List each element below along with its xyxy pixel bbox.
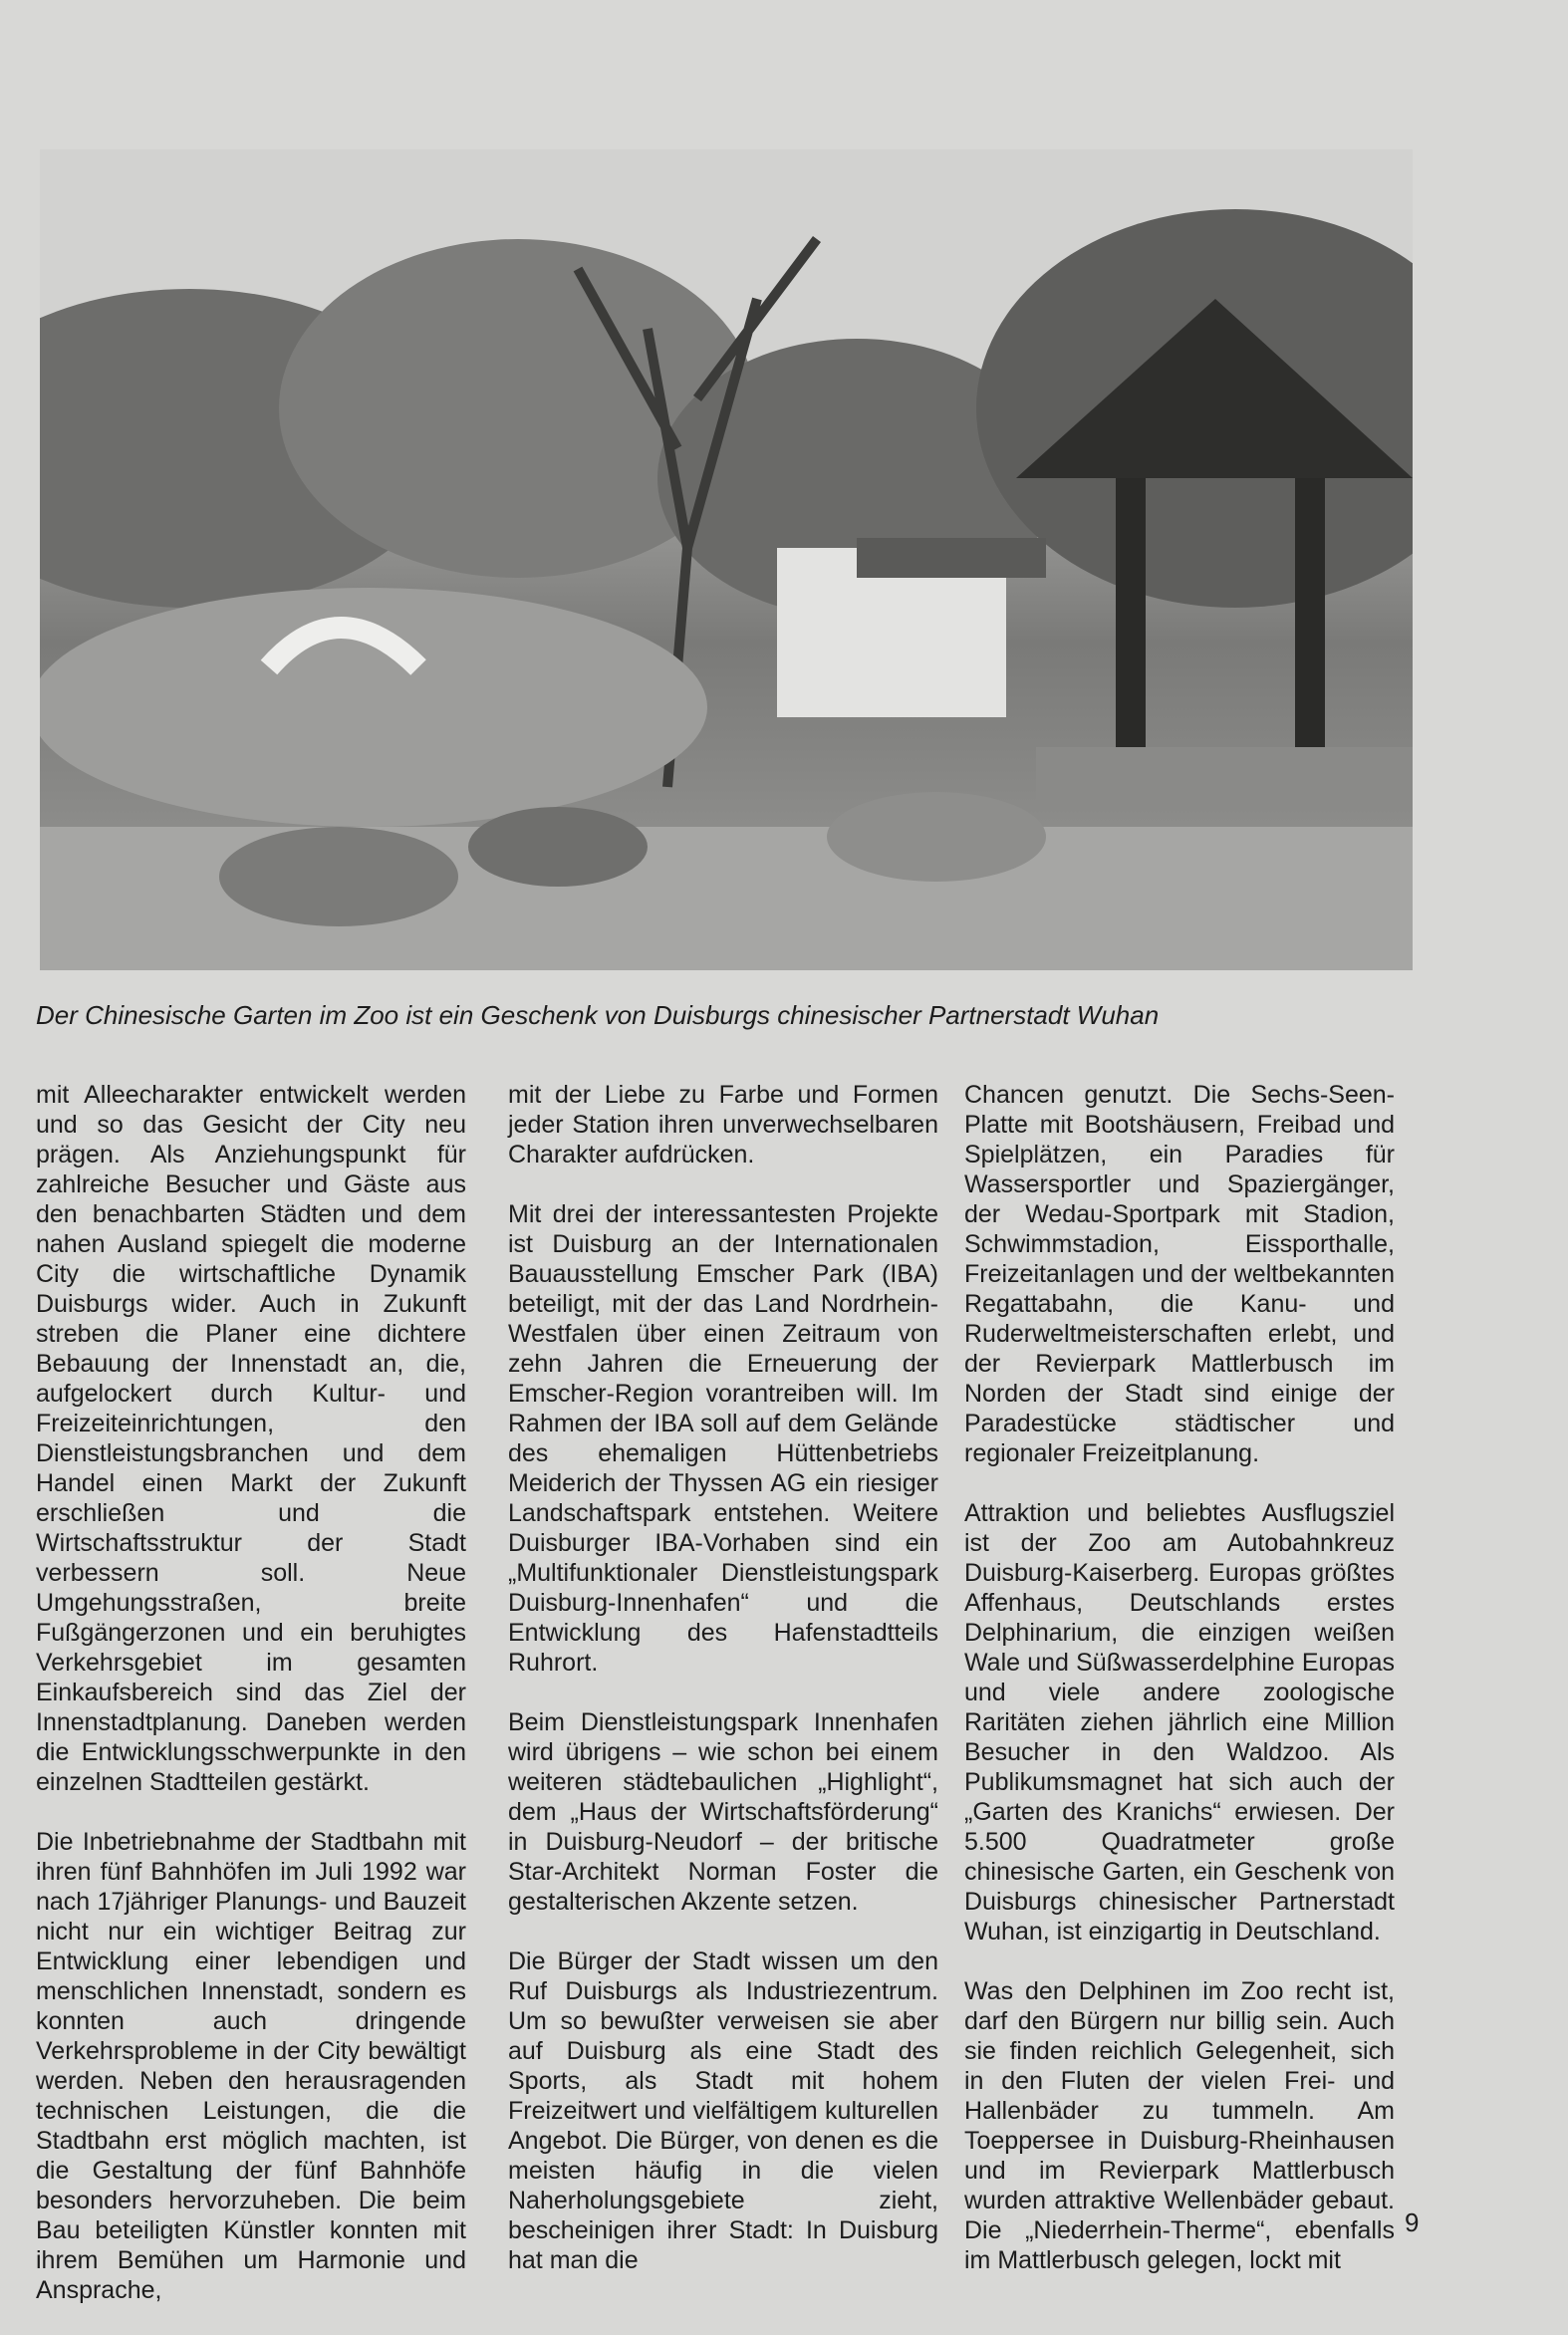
text-column-2	[508, 1080, 938, 2305]
paragraph: Attraktion und beliebtes Ausflugsziel ist der Zoo am Autobahnkreuz Duisburg-Kaiserberg. Europas größtes Affenhaus, Deutschlands erstes Delphinarium, die einzigen weißen Wale und Süßwasserdelphine Europas und viele andere zoologische Raritäten ziehen jährlich eine Million Besucher in den Waldzoo. Als Publikumsmagnet hat sich auch der „Garten des Kranichs“ erwiesen. Der 5.500 Quadratmeter große chinesische Garten, ein Geschenk von Duisburgs chinesischer Partnerstadt Wuhan, ist einzigartig in Deutschland.	[964, 1499, 1395, 1946]
paragraph: Chancen genutzt. Die Sechs-Seen-Platte mit Bootshäusern, Freibad und Spielplätzen, ein Paradies für Wassersportler und Spaziergänger, der Wedau-Sportpark mit Stadion, Schwimmstadion, Eissporthalle, Freizeitanlagen und der weltbekannten Regattabahn, die Kanu- und Ruderweltmeisterschaften erlebt, und der Revierpark Mattlerbusch im Norden der Stadt sind einige der Paradestücke städtischer und regionaler Freizeitplanung.	[964, 1081, 1395, 1467]
photo-caption: Der Chinesische Garten im Zoo ist ein Geschenk von Duisburgs chinesischer Partnerstadt Wuhan	[36, 1000, 1160, 1030]
text-column-1	[36, 1080, 466, 2335]
photo-illustration	[40, 149, 1413, 970]
paragraph: Die Inbetriebnahme der Stadtbahn mit ihren fünf Bahnhöfen im Juli 1992 war nach 17jähriger Planungs- und Bauzeit nicht nur ein wichtiger Beitrag zur Entwicklung einer lebendigen und menschlichen Innenstadt, sondern es konnten auch dringende Verkehrsprobleme in der City bewältigt werden. Neben den herausragenden technischen Leistungen, die die Stadtbahn erst möglich machten, ist die Gestaltung der fünf Bahnhöfe besonders hervorzuheben. Die beim Bau beteiligten Künstler konnten mit ihrem Bemühen um Harmonie und Ansprache,	[36, 1828, 466, 2304]
text-column-3	[964, 1080, 1395, 2305]
chinese-garden-photo	[40, 149, 1413, 970]
paragraph: Beim Dienstleistungspark Innenhafen wird übrigens – wie schon bei einem weiteren städtebaulichen „Highlight“, dem „Haus der Wirtschaftsförderung“ in Duisburg-Neudorf – der britische Star-Architekt Norman Foster die gestalterischen Akzente setzen.	[508, 1708, 938, 1916]
page-number: 9	[1405, 2207, 1420, 2237]
paragraph: Mit drei der interessantesten Projekte ist Duisburg an der Internationalen Bauausstellung Emscher Park (IBA) beteiligt, mit der das Land Nordrhein-Westfalen über einen Zeitraum von zehn Jahren die Erneuerung der Emscher-Region vorantreiben will. Im Rahmen der IBA soll auf dem Gelände des ehemaligen Hüttenbetriebs Meiderich der Thyssen AG ein riesiger Landschaftspark entstehen. Weitere Duisburger IBA-Vorhaben sind ein „Multifunktionaler Dienstleistungspark Duisburg-Innenhafen“ und die Entwicklung des Hafenstadtteils Ruhrort.	[508, 1200, 938, 1677]
paragraph: mit Alleecharakter entwickelt werden und so das Gesicht der City neu prägen. Als Anziehungspunkt für zahlreiche Besucher und Gäste aus den benachbarten Städten und dem nahen Ausland spiegelt die moderne City die wirtschaftliche Dynamik Duisburgs wider. Auch in Zukunft streben die Planer eine dichtere Bebauung der Innenstadt an, die, aufgelockert durch Kultur- und Freizeiteinrichtungen, den Dienstleistungsbranchen und dem Handel einen Markt der Zukunft erschließen und die Wirtschaftsstruktur der Stadt verbessern soll. Neue Umgehungsstraßen, breite Fußgängerzonen und ein beruhigtes Verkehrsgebiet im gesamten Einkaufsbereich sind das Ziel der Innenstadtplanung. Daneben werden die Entwicklungsschwerpunkte in den einzelnen Stadtteilen gestärkt.	[36, 1081, 466, 1796]
paragraph: Die Bürger der Stadt wissen um den Ruf Duisburgs als Industriezentrum. Um so bewußter verweisen sie aber auf Duisburg als eine Stadt des Sports, als Stadt mit hohem Freizeitwert und vielfältigem kulturellen Angebot. Die Bürger, von denen es die meisten häufig in die vielen Naherholungsgebiete zieht, bescheinigen ihrer Stadt: In Duisburg hat man die	[508, 1947, 938, 2274]
paragraph: Was den Delphinen im Zoo recht ist, darf den Bürgern nur billig sein. Auch sie finden reichlich Gelegenheit, sich in den Fluten der vielen Frei- und Hallenbäder zu tummeln. Am Toeppersee in Duisburg-Rheinhausen und im Revierpark Mattlerbusch wurden attraktive Wellenbäder gebaut. Die „Niederrhein-Therme“, ebenfalls im Mattlerbusch gelegen, lockt mit	[964, 1977, 1395, 2274]
paragraph: mit der Liebe zu Farbe und Formen jeder Station ihren unverwechselbaren Charakter aufdrücken.	[508, 1081, 938, 1168]
